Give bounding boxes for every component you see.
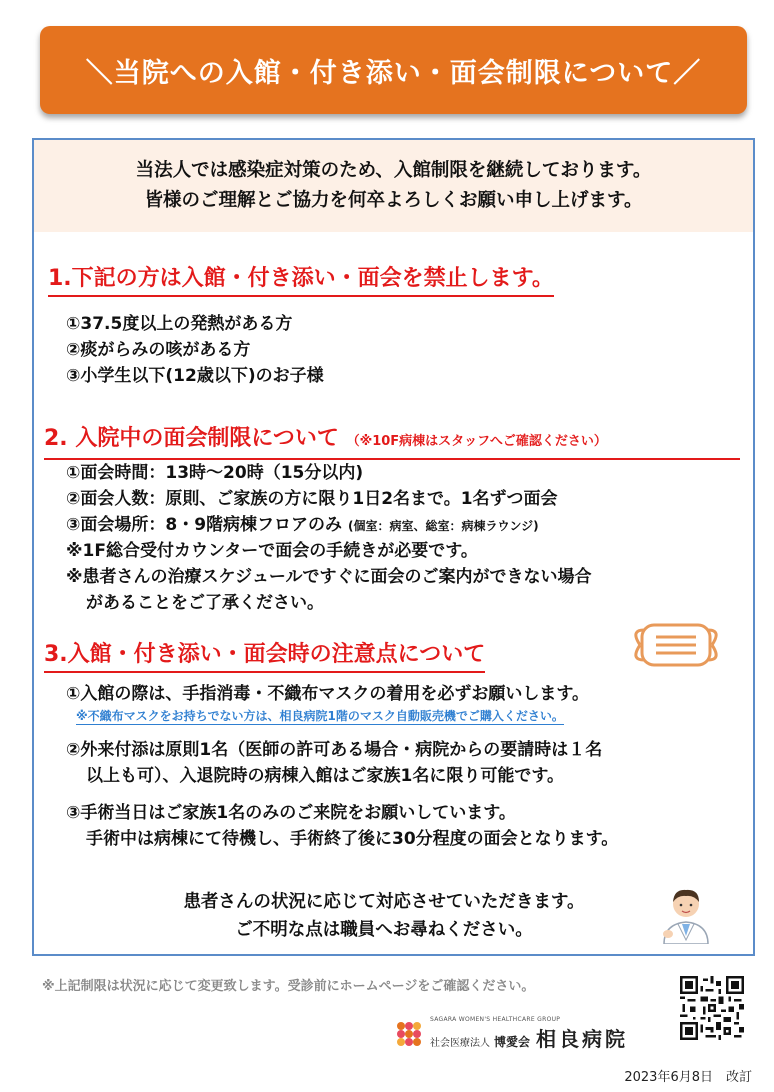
footnote: ※上記制限は状況に応じて変更致します。受診前にホームページをご確認ください。 [42, 979, 535, 994]
doctor-icon [658, 884, 714, 944]
section2-title-text: 2. 入院中の面会制限について [44, 426, 339, 451]
page-title: ＼当院への入館・付き添い・面会制限について／ [85, 57, 702, 89]
section2-note: （※10F病棟はスタッフへご確認ください） [346, 434, 607, 449]
section3-item-3-cont: 手術中は病棟にて待機し、手術終了後に30分程度の面会となります。 [86, 829, 619, 849]
section2-item-3-text: ③面会場所：8・9階病棟フロアのみ [66, 515, 343, 535]
notice-panel [32, 138, 755, 956]
intro-line-1: 当法人では感染症対策のため、入館制限を継続しております。 [135, 160, 652, 181]
section2-note-2-cont: があることをご了承ください。 [86, 593, 324, 613]
section3-item-2: ②外来付添は原則1名（医師の許可ある場合・病院からの要請時は１名 [66, 740, 603, 760]
logo-text [430, 1016, 628, 1052]
logo-group: SAGARA WOMEN'S HEALTHCARE GROUP [430, 1016, 561, 1023]
intro-line-2: 皆様のご理解とご協力を何卒よろしくお願い申し上げます。 [144, 190, 643, 211]
section2-note-1: ※1F総合受付カウンターで面会の手続きが必要です。 [66, 541, 478, 561]
section1-title: 1.下記の方は入館・付き添い・面会を禁止します。 [48, 264, 554, 297]
logo-corp-type: 社会医療法人 [430, 1038, 490, 1049]
section2-item-1: ①面会時間：13時～20時（15分以内) [66, 463, 364, 483]
hospital-logo-icon [396, 1021, 422, 1047]
closing-line-2: ご不明な点は職員へお尋ねください。 [235, 920, 533, 940]
closing-line-1: 患者さんの状況に応じて対応させていただきます。 [183, 892, 585, 912]
qr-code-icon[interactable] [680, 976, 744, 1040]
section3-item-2-cont: 以上も可）、入退院時の病棟入館はご家族1名に限り可能です。 [86, 766, 564, 786]
intro-box [34, 140, 753, 232]
hospital-logo [396, 1016, 628, 1052]
mask-vending-note: ※不織布マスクをお持ちでない方は、相良病院1階のマスク自動販売機でご購入ください。 [76, 709, 564, 723]
logo-row [430, 1023, 628, 1052]
revision-date: 2023年6月8日 改訂 [624, 1070, 752, 1085]
section2-item-3 [66, 512, 539, 539]
section2-item-2: ②面会人数：原則、ご家族の方に限り1日2名まで。1名ずつ面会 [66, 489, 558, 509]
title-banner [40, 26, 747, 114]
mask-icon [630, 622, 722, 668]
section3-item-3: ③手術当日はご家族1名のみのご来院をお願いしています。 [66, 803, 516, 823]
section1-item-3: ③小学生以下(12歳以下)のお子様 [66, 366, 324, 386]
logo-association: 博愛会 [494, 1035, 531, 1049]
section2-note-2: ※患者さんの治療スケジュールですぐに面会のご案内ができない場合 [66, 567, 592, 587]
section2-title [44, 424, 740, 460]
section2-item-3-note: (個室：病室、総室：病棟ラウンジ) [347, 519, 539, 533]
section1-item-1: ①37.5度以上の発熱がある方 [66, 314, 293, 334]
section3-title: 3.入館・付き添い・面会時の注意点について [44, 640, 485, 673]
logo-hospital-name: 相良病院 [536, 1027, 629, 1051]
section3-item-1: ①入館の際は、手指消毒・不織布マスクの着用を必ずお願いします。 [66, 684, 590, 704]
section1-item-2: ②痰がらみの咳がある方 [66, 340, 251, 360]
